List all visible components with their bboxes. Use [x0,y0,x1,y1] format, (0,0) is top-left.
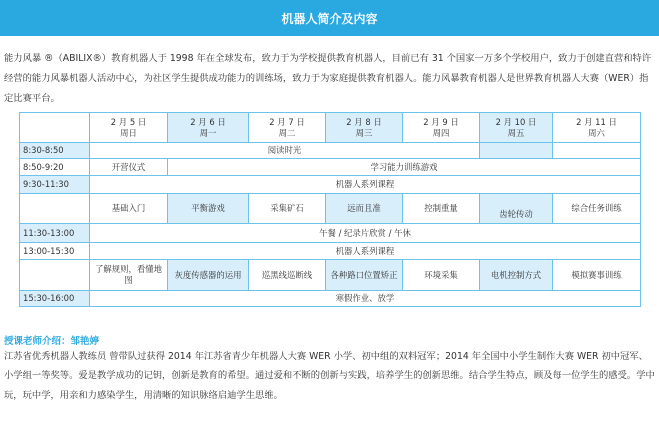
day-header: 2 月 5 日 周日 [90,113,168,143]
day-header: 2 月 11 日 周六 [553,113,641,143]
day-header: 2 月 7 日 周二 [249,113,326,143]
course-cell: 各种路口位置矫正 [326,260,403,291]
table-row [20,243,641,260]
course-cell: 环境采集 [403,260,480,291]
course-cell: 采集矿石 [249,194,326,224]
corner-cell [20,113,90,143]
activity-cell: 阅读时光 [90,143,480,159]
activity-cell: 寒假作业、放学 [90,291,641,307]
table-row [20,143,641,159]
time-cell: 8:50-9:20 [20,159,90,176]
activity-cell: 午餐 / 纪录片欣赏 / 午休 [90,224,641,243]
time-cell: 15:30-16:00 [20,291,90,307]
teacher-heading: 授课老师介绍：邹艳婷 [4,336,100,347]
day-header: 2 月 10 日 周五 [480,113,553,143]
intro-paragraph: 能力风暴 ®（ABILIX®）教育机器人于 1998 年在全球发布，致力于为学校提供教育机器人，目前已有 31 个国家一万多个学校用户，致力于创建直营和特许经营的能力风暴机器人活动中心，为社区学生提供成功能力的训练场，致力于为家庭提供教育机器人。能力风暴教育机器人是世界教育机器人大赛（WER）指定比赛平台。 [4,53,652,104]
time-cell: 13:00-15:30 [20,243,90,260]
empty-cell [20,260,90,291]
course-cell: 巡黑线巡断线 [249,260,326,291]
empty-cell [20,194,90,224]
course-cell: 平衡游戏 [168,194,249,224]
schedule-header-row [20,113,641,143]
table-row [20,291,641,307]
table-row [20,159,641,176]
time-cell: 11:30-13:00 [20,224,90,243]
day-header: 2 月 9 日 周四 [403,113,480,143]
course-cell: 灰度传感器的运用 [168,260,249,291]
table-row [20,260,641,291]
day-header: 2 月 8 日 周三 [326,113,403,143]
section-title: 机器人简介及内容 [0,0,659,36]
course-cell: 齿轮传动 [480,194,553,224]
course-cell: 控制重量 [403,194,480,224]
course-cell: 基础入门 [90,194,168,224]
day-header: 2 月 6 日 周一 [168,113,249,143]
teacher-bio: 江苏省优秀机器人教练员 曾带队过获得 2014 年江苏省青少年机器人大赛 WER 小学、初中组的双料冠军；2014 年全国中小学生制作大赛 WER 初中冠军、小学组一等奖等。爱是教学成功的记钥，创新是教育的希望。通过爱和不断的创新与实践，培养学生的创新思维。结合学生特点，顾及每一位学生的感受。学中玩，玩中学，用亲和力感染学生，用清晰的知识脉络启迪学生思维。 [4,351,655,401]
empty-cell [553,143,641,159]
activity-cell: 机器人系列课程 [90,243,641,260]
time-cell: 9:30-11:30 [20,176,90,194]
activity-cell: 机器人系列课程 [90,176,641,194]
schedule-table [19,112,641,307]
time-cell: 8:30-8:50 [20,143,90,159]
course-cell: 综合任务训练 [553,194,641,224]
table-row [20,176,641,194]
activity-cell: 开营仪式 [90,159,168,176]
course-cell: 模拟赛事训练 [553,260,641,291]
empty-cell [480,143,553,159]
table-row [20,194,641,224]
table-row [20,224,641,243]
course-cell: 电机控制方式 [480,260,553,291]
course-cell: 了解规则，看懂地图 [90,260,168,291]
course-cell: 远而且准 [326,194,403,224]
activity-cell: 学习能力训练游戏 [168,159,641,176]
